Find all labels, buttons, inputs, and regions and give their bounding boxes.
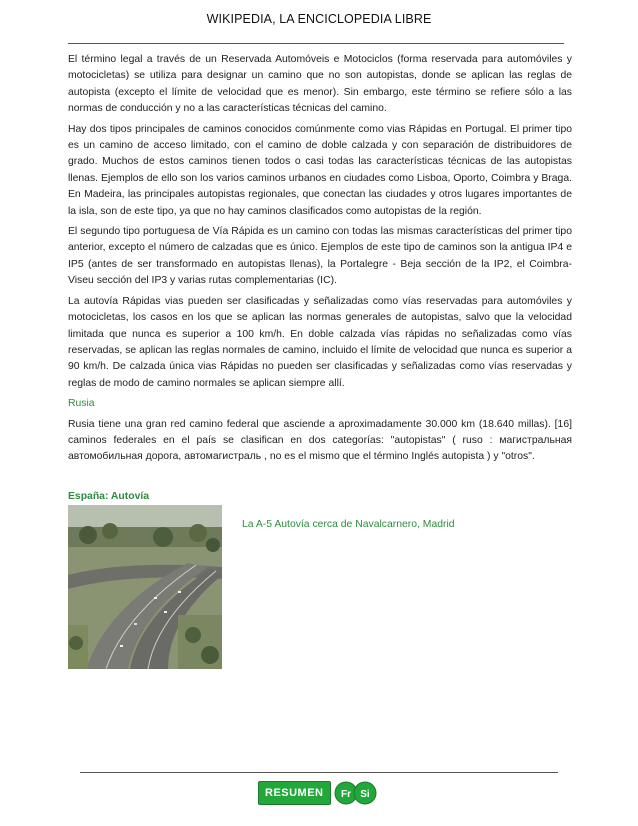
paragraph-russia: Rusia tiene una gran red camino federal que asciende a aproximadamente 30.000 km (18.640 millas). [16] caminos federales en el país se clasifican en dos categorías: "autopistas" ( ruso : магистральная автомобильная дорога, автомагистраль , no es el mismo que el término Inglés autopista ) y "otros". xyxy=(68,418,572,463)
paragraph: El segundo tipo portuguesa de Vía Rápida es un camino con todas las mismas características del primer tipo anterior, excepto el número de calzadas que es único. Ejemplos de este tipo de caminos son la antigua IP4 e IP5 (antes de ser transformado en autopistas llenas), la Portalegre - Beja sección de la IP2, el Coimbra- Viseu sección del IP3 y varias rutas complementarias (IC). xyxy=(68,226,572,287)
page-header-title: WIKIPEDIA, LA ENCICLOPEDIA LIBRE xyxy=(206,12,432,26)
figure-caption: La A-5 Autovía cerca de Navalcarnero, Madrid xyxy=(242,519,455,530)
badge-text-fr: Fr xyxy=(340,789,351,800)
logo-word: RESUMEN xyxy=(258,781,331,805)
badge-text-si: Si xyxy=(359,789,370,800)
section-heading-spain: España: Autovía xyxy=(68,490,150,502)
frsi-badge-icon xyxy=(334,781,378,805)
paragraph: Hay dos tipos principales de caminos conocidos comúnmente como vias Rápidas en Portugal. El primer tipo es un camino de acceso limitado, con el camino de doble calzada y con separación de distribuidores de grado. Muchos de estos caminos tienen todos o casi todas las características técnicas de las autopistas llenas. Ejemplos de ello son los varios caminos urbanos en ciudades como Lisboa, Oporto, Coimbra y Braga. En Madeira, las principales autopistas regionales, que conectan las ciudades y otros lugares importantes de la isla, son de este tipo, ya que no hay caminos clasificados como autopistas de la región. xyxy=(68,123,572,217)
section-link-russia[interactable]: Rusia xyxy=(68,398,95,410)
paragraph: La autovía Rápidas vias pueden ser clasificadas y señalizadas como vías reservadas para automóviles y motocicletas, los casos en los que se aplican las normas generales de autopistas, salvo que la velocidad limitada que nunca es superior a 100 km/h. En doble calzada vías rápidas no señalizadas como vías reservadas, se aplican las reglas normales de camino, incluido el límite de velocidad que nunca es superior a 90 km/h. De calzada única vias Rápidas no pueden ser clasificadas y señalizadas como vías reservadas y reglas de modo de camino normales se aplican siempre allí. xyxy=(68,295,572,389)
resumen-logo xyxy=(258,781,378,805)
article-body xyxy=(68,52,572,505)
paragraph: El término legal a través de un Reservada Automóveis e Motociclos (forma reservada para automóviles y motocicletas) se utiliza para designar un camino que no son autopistas, donde se aplican las reglas de autopista (excepto el límite de velocidad que es menor). Sin embargo, este término se refiere sólo a las normas de conducción y no a las características técnicas del camino. xyxy=(68,54,572,115)
footer-divider xyxy=(80,772,558,773)
header-divider xyxy=(68,43,564,44)
highway-photo xyxy=(68,505,222,669)
